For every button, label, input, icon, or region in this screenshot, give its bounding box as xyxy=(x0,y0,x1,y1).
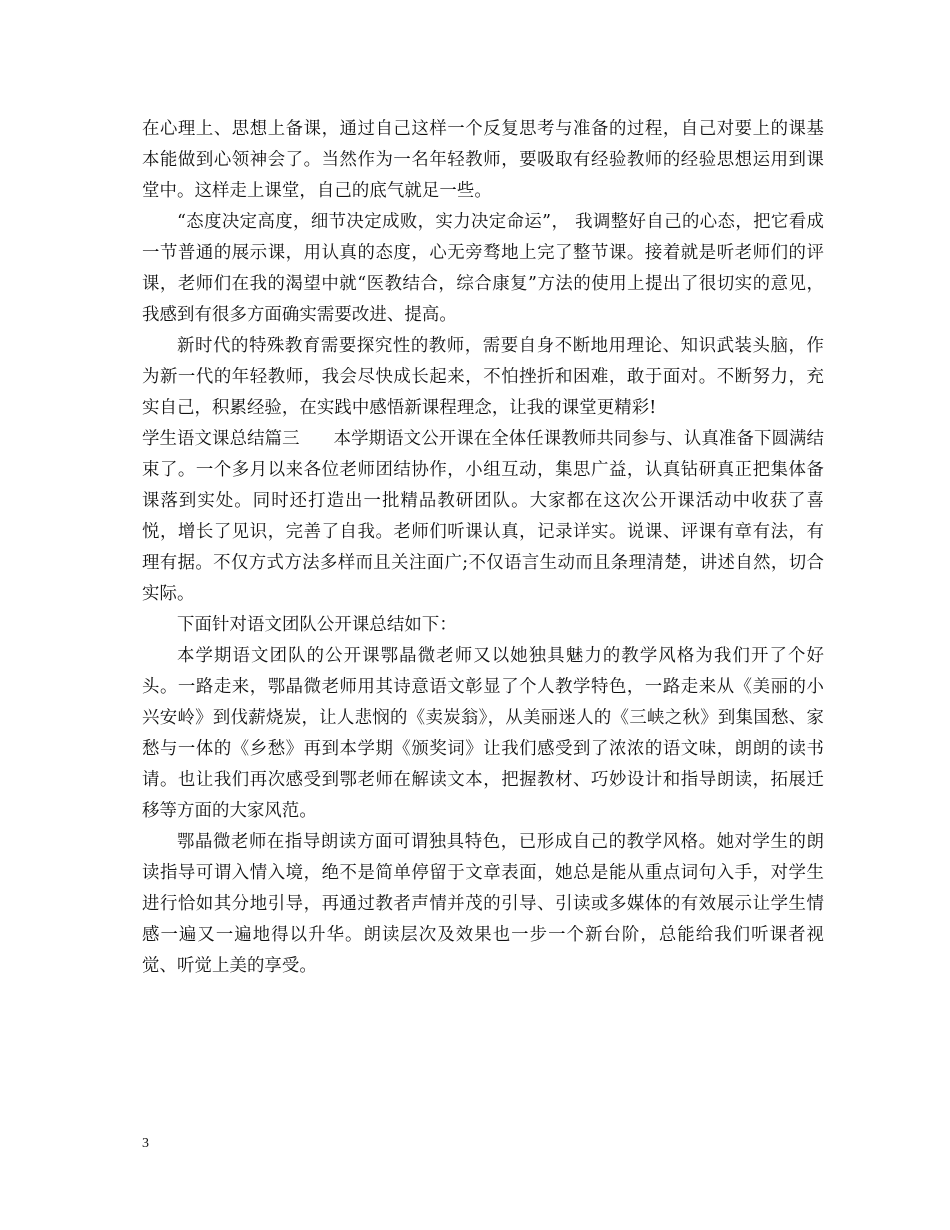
section-title: 学生语文课总结篇三 xyxy=(142,429,300,449)
paragraph: “态度决定高度，细节决定成败，实力决定命运”， 我调整好自己的心态，把它看成一节普通的展示课，用认真的态度，心无旁骛地上完了整节课。接着就是听老师们的评课，老师们在我的渴望中就“医教结合，综合康复”方法的使用上提出了很切实的意见，我感到有很多方面确实需要改进、提高。 xyxy=(142,212,824,325)
paragraph: 下面针对语文团队公开课总结如下： xyxy=(177,615,457,635)
paragraph: 新时代的特殊教育需要探究性的教师，需要自身不断地用理论、知识武装头脑，作为新一代的年轻教师，我会尽快成长起来，不怕挫折和困难，敢于面对。不断努力，充实自己，积累经验，在实践中感悟新课程理念，让我的课堂更精彩! xyxy=(142,336,824,418)
paragraph: 鄂晶微老师在指导朗读方面可谓独具特色，已形成自己的教学风格。她对学生的朗读指导可谓入情入境，绝不是简单停留于文章表面，她总是能从重点词句入手，对学生进行恰如其分地引导，再通过教者声情并茂的引导、引读或多媒体的有效展示让学生情感一遍又一遍地得以升华。朗读层次及效果也一步一个新台阶，总能给我们听课者视觉、听觉上美的享受。 xyxy=(142,832,824,976)
paragraph: 在心理上、思想上备课，通过自己这样一个反复思考与准备的过程，自己对要上的课基本能做到心领神会了。当然作为一名年轻教师，要吸取有经验教师的经验思想运用到课堂中。这样走上课堂，自己的底气就足一些。 xyxy=(142,119,824,201)
section-paragraph xyxy=(142,424,824,610)
page-number: 3 xyxy=(142,1136,149,1151)
section-intro-text: 本学期语文公开课在全体任课教师共同参与、认真准备下圆满结束了。一个多月以来各位老师团结协作，小组互动，集思广益，认真钻研真正把集体备课落到实处。同时还打造出一批精品教研团队。大家都在这次公开课活动中收获了喜悦，增长了见识，完善了自我。老师们听课认真，记录详实。说课、评课有章有法，有理有据。不仅方式方法多样而且关注面广;不仅语言生动而且条理清楚，讲述自然，切合实际。 xyxy=(142,429,824,604)
document-body xyxy=(142,114,824,982)
paragraph: 本学期语文团队的公开课鄂晶微老师又以她独具魅力的教学风格为我们开了个好头。一路走来，鄂晶微老师用其诗意语文彰显了个人教学特色，一路走来从《美丽的小兴安岭》到伐薪烧炭，让人悲悯的《卖炭翁》，从美丽迷人的《三峡之秋》到集国愁、家愁与一体的《乡愁》再到本学期《颁奖词》让我们感受到了浓浓的语文味，朗朗的读书请。也让我们再次感受到鄂老师在解读文本，把握教材、巧妙设计和指导朗读，拓展迁移等方面的大家风范。 xyxy=(142,646,824,821)
